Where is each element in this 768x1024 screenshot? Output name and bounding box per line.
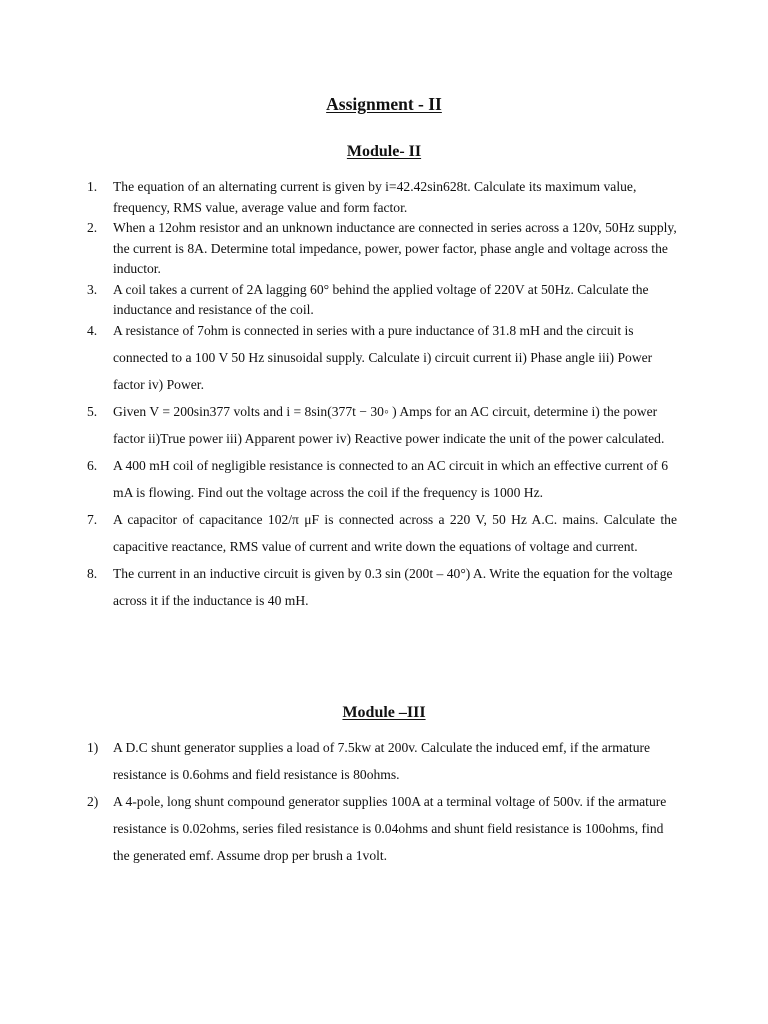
question-item — [87, 218, 677, 280]
question-number: 6. — [87, 458, 98, 473]
module-3-heading: Module –III — [342, 704, 426, 721]
question-item — [87, 280, 677, 321]
question-number: 1) — [87, 740, 99, 755]
module-2-heading: Module- II — [346, 143, 422, 160]
question-number: 4. — [87, 323, 98, 338]
question-text: Given V = 200sin377 volts and i = 8sin(377t − 30◦ ) Amps for an AC circuit, determine i) the power factor ii)True power iii) Apparent power iv) Reactive power indicate the unit of the power calculated. — [113, 404, 665, 446]
question-number: 5. — [87, 404, 98, 419]
question-text: A capacitor of capacitance 102/π μF is connected across a 220 V, 50 Hz A.C. mains. Calculate the capacitive reactance, RMS value of current and write down the equations of voltage and current. — [113, 512, 677, 554]
question-item — [87, 317, 677, 398]
module-2-questions-b — [87, 317, 677, 614]
question-number: 2) — [87, 794, 99, 809]
question-number: 1. — [87, 179, 98, 194]
question-text: The current in an inductive circuit is given by 0.3 sin (200t – 40°) A. Write the equation for the voltage across it if the inductance is 40 mH. — [113, 566, 673, 608]
question-text: A coil takes a current of 2A lagging 60° behind the applied voltage of 220V at 50Hz. Calculate the inductance and resistance of the coil. — [113, 281, 649, 317]
question-item — [87, 398, 677, 452]
question-item — [87, 452, 677, 506]
question-item — [87, 506, 677, 560]
question-item — [87, 560, 677, 614]
question-text: The equation of an alternating current is given by i=42.42sin628t. Calculate its maximum value, frequency, RMS value, average value and form factor. — [113, 179, 637, 215]
question-text: A 400 mH coil of negligible resistance is connected to an AC circuit in which an effective current of 6 mA is flowing. Find out the voltage across the coil if the frequency is 1000 Hz. — [113, 458, 669, 500]
question-text: When a 12ohm resistor and an unknown inductance are connected in series across a 120v, 50Hz supply, the current is 8A. Determine total impedance, power, power factor, phase angle and voltage across the inductor. — [113, 220, 677, 276]
question-item — [87, 788, 677, 869]
question-text: A 4-pole, long shunt compound generator supplies 100A at a terminal voltage of 500v. if the armature resistance is 0.02ohms, series filed resistance is 0.04ohms and shunt field resistance is 100ohms, find the generated emf. Assume drop per brush a 1volt. — [113, 794, 667, 863]
module-2-questions-a — [87, 177, 677, 321]
question-text: A resistance of 7ohm is connected in series with a pure inductance of 31.8 mH and the circuit is connected to a 100 V 50 Hz sinusoidal supply. Calculate i) circuit current ii) Phase angle iii) Power factor iv) Power. — [113, 323, 653, 392]
assignment-title: Assignment - II — [326, 94, 442, 114]
question-number: 7. — [87, 512, 98, 527]
question-number: 8. — [87, 566, 98, 581]
question-number: 3. — [87, 281, 98, 297]
module-3-questions — [87, 734, 677, 869]
question-item — [87, 734, 677, 788]
question-item — [87, 177, 677, 218]
question-text: A D.C shunt generator supplies a load of 7.5kw at 200v. Calculate the induced emf, if the armature resistance is 0.6ohms and field resistance is 80ohms. — [113, 740, 651, 782]
question-number: 2. — [87, 220, 98, 235]
